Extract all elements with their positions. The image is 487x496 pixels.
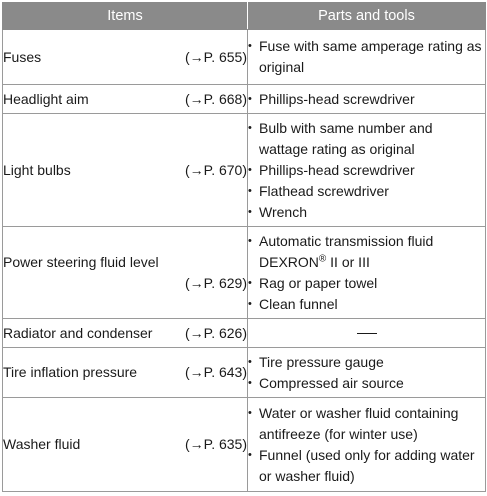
table-row [3, 227, 486, 319]
page-reference: (→P. 643) [185, 364, 247, 380]
page-reference: (→P. 670) [185, 161, 247, 178]
tool-item: • Clean funnel [248, 294, 485, 315]
table-row [3, 398, 486, 492]
page-reference: (→P. 668) [185, 90, 247, 107]
item-cell [3, 30, 248, 85]
tools-cell [248, 85, 486, 114]
tool-item: • Bulb with same number and wattage rating as original [248, 118, 485, 160]
tool-item: • Fuse with same amperage rating as original [248, 36, 485, 78]
tool-item: • Compressed air source [248, 373, 485, 394]
item-name: Light bulbs [3, 161, 71, 178]
tool-item: • Automatic transmission fluid DEXRON® II or III [248, 231, 485, 273]
tool-item: • Phillips-head screwdriver [248, 89, 485, 110]
tools-cell [248, 30, 486, 85]
table-row [3, 348, 486, 398]
header-parts-and-tools: Parts and tools [248, 3, 486, 30]
page-reference: (→P. 635) [185, 436, 247, 452]
tool-item: • Rag or paper towel [248, 273, 485, 294]
item-name: Fuses [3, 48, 42, 65]
item-name: Tire inflation pressure [3, 364, 138, 380]
no-tools-dash [357, 333, 377, 334]
page-reference: (→P. 655) [185, 48, 247, 65]
tools-cell [248, 227, 486, 319]
tool-item: • Wrench [248, 202, 485, 223]
tool-item: • Water or washer fluid containing antifreeze (for winter use) [248, 403, 485, 445]
item-cell [3, 398, 248, 492]
item-name: Radiator and condenser [3, 324, 153, 341]
table-row [3, 30, 486, 85]
item-cell [3, 227, 248, 319]
item-name: Power steering fluid level [3, 253, 159, 270]
page-reference: (→P. 626) [185, 324, 247, 341]
parts-and-tools-table [2, 2, 486, 492]
item-cell [3, 114, 248, 227]
tool-item: • Tire pressure gauge [248, 352, 485, 373]
tool-item: • Flathead screwdriver [248, 181, 485, 202]
tool-item: • Funnel (used only for adding water or washer fluid) [248, 445, 485, 487]
tool-item: • Phillips-head screwdriver [248, 160, 485, 181]
item-name: Washer fluid [3, 436, 81, 452]
table-header-row [3, 3, 486, 30]
item-cell [3, 319, 248, 348]
table-row [3, 114, 486, 227]
item-cell [3, 348, 248, 398]
tools-cell [248, 348, 486, 398]
item-name: Headlight aim [3, 90, 89, 107]
header-items: Items [3, 3, 248, 30]
page-reference: (→P. 629) [185, 274, 247, 291]
tools-cell [248, 114, 486, 227]
item-cell [3, 85, 248, 114]
tools-cell [248, 319, 486, 348]
table-row [3, 319, 486, 348]
table-row [3, 85, 486, 114]
tools-cell [248, 398, 486, 492]
